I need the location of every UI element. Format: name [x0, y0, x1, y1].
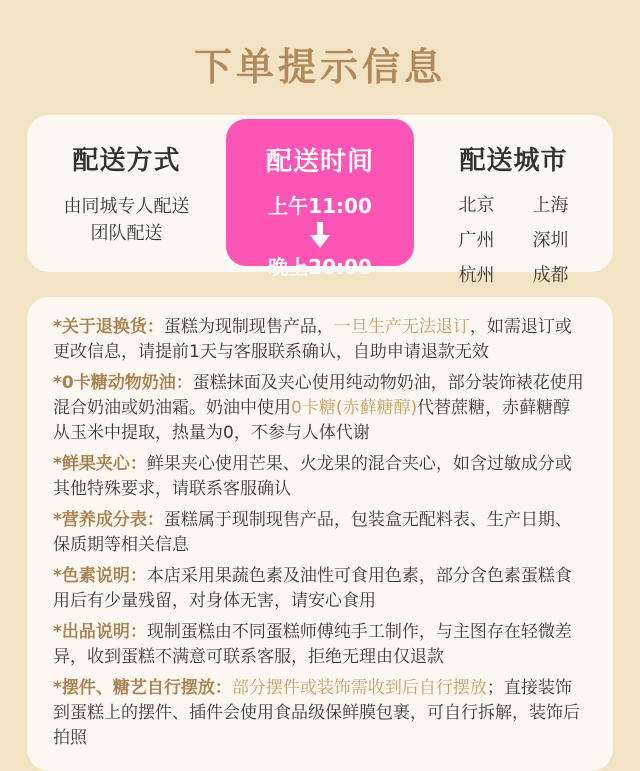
delivery-time-end: 晚上20:00 — [268, 255, 372, 279]
note-paragraph — [53, 315, 587, 365]
note-label: *出品说明： — [53, 622, 147, 642]
note-label: *0卡糖动物奶油： — [53, 373, 193, 393]
delivery-method-line: 团队配送 — [90, 223, 163, 244]
delivery-cities-section — [414, 115, 613, 286]
city-label: 上海 — [532, 195, 569, 216]
delivery-cities-title: 配送城市 — [459, 146, 568, 176]
note-paragraph — [53, 371, 587, 446]
delivery-method-section — [27, 115, 226, 272]
city-label: 广州 — [458, 230, 495, 251]
note-paragraph — [53, 620, 587, 670]
delivery-info-card — [27, 115, 613, 286]
note-label: *营养成分表： — [53, 510, 164, 530]
note-text: 代替蔗糖，赤藓糖醇从玉米中提取，热量为0，不参与人体代谢 — [53, 398, 571, 443]
note-paragraph — [53, 508, 587, 558]
city-label: 北京 — [458, 195, 495, 216]
note-text: 蛋糕为现制现售产品， — [163, 317, 334, 337]
note-highlight-text: 部分摆件或装饰需收到后自行摆放 — [231, 678, 487, 698]
note-paragraph — [53, 452, 587, 502]
delivery-cities-grid — [459, 191, 569, 287]
note-text: 蛋糕属于现制现售产品，包装盒无配料表、生产日期、保质期等相关信息 — [53, 510, 572, 555]
note-text: 蛋糕抹面及夹心使用纯动物奶油，部分装饰裱花使用混合奶油或奶油霜。奶油中使用 — [53, 373, 584, 418]
note-text: ；直接装饰到蛋糕上的摆件、插件会使用食品级保鲜膜包裹，可自行拆解，装饰后拍照 — [53, 678, 580, 748]
page-title: 下单提示信息 — [193, 45, 446, 89]
delivery-time-title: 配送时间 — [265, 147, 374, 177]
city-label: 成都 — [532, 265, 569, 286]
note-highlight-text: 0卡糖(赤藓糖醇) — [291, 398, 418, 418]
note-paragraph — [53, 564, 587, 614]
arrow-down-icon — [308, 222, 332, 248]
note-label: *色素说明： — [53, 566, 147, 586]
note-text: ，如需退订或更改信息，请提前1天与客服联系确认，自助申请退款无效 — [53, 317, 572, 362]
note-paragraph — [53, 676, 587, 751]
note-label: *鲜果夹心： — [53, 454, 147, 474]
order-notes-card — [27, 297, 613, 771]
delivery-method-title: 配送方式 — [72, 146, 181, 176]
delivery-method-line: 由同城专人配送 — [63, 196, 190, 217]
delivery-method-lines — [64, 193, 190, 247]
city-label: 杭州 — [458, 265, 495, 286]
note-text: 鲜果夹心使用芒果、火龙果的混合夹心，如含过敏成分或其他特殊要求，请联系客服确认 — [53, 454, 572, 499]
city-label: 深圳 — [532, 230, 569, 251]
note-highlight-text: 一旦生产无法退订 — [333, 317, 470, 337]
note-label: *摆件、糖艺自行摆放： — [53, 678, 232, 698]
note-text: 本店采用果蔬色素及油性可食用色素，部分含色素蛋糕食用后有少量残留，对身体无害，请安心食用 — [53, 566, 572, 611]
note-label: *关于退换货： — [53, 317, 164, 337]
delivery-time-section — [226, 119, 414, 279]
note-text: 现制蛋糕由不同蛋糕师傅纯手工制作，与主图存在轻微差异，收到蛋糕不满意可联系客服，拒绝无理由仅退款 — [53, 622, 572, 667]
delivery-time-start: 上午11:00 — [268, 194, 372, 218]
